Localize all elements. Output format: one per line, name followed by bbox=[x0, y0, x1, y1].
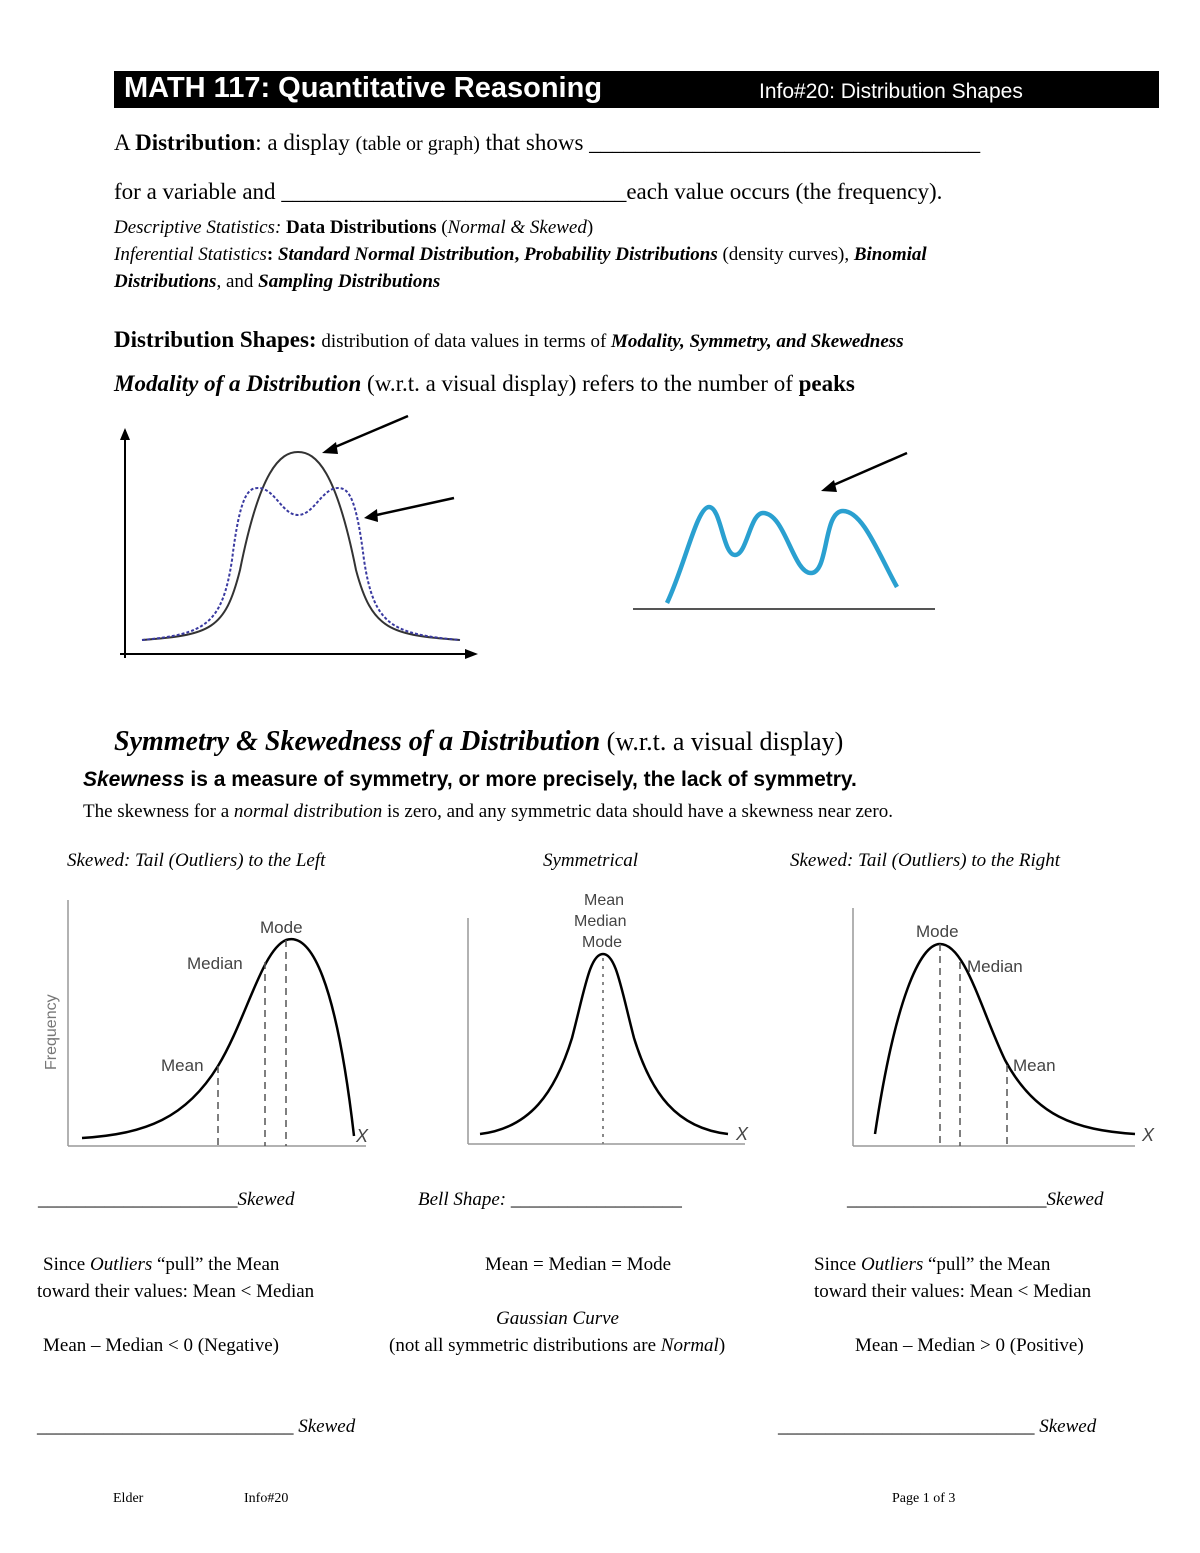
footer-page: Page 1 of 3 bbox=[892, 1491, 956, 1506]
mean-label: Mean bbox=[584, 892, 625, 909]
bell-shape-blank: Bell Shape: __________________ bbox=[418, 1189, 682, 1210]
mean-label: Mean bbox=[1013, 1056, 1056, 1075]
arrow-head-2-icon bbox=[364, 509, 378, 522]
median-label: Median bbox=[967, 957, 1023, 976]
right-skew-title: Skewed: Tail (Outliers) to the Right bbox=[790, 850, 1061, 871]
left-skew-title: Skewed: Tail (Outliers) to the Left bbox=[67, 850, 326, 871]
middle-note-1: Mean = Median = Mode bbox=[485, 1254, 672, 1275]
right-skewed-blank: _____________________Skewed bbox=[847, 1189, 1104, 1210]
left-skewed-blank: _____________________Skewed bbox=[38, 1189, 295, 1210]
footer-info: Info#20 bbox=[244, 1491, 289, 1506]
median-label: Median bbox=[574, 913, 627, 930]
mode-label: Mode bbox=[260, 918, 303, 937]
arrow-line-1 bbox=[328, 416, 408, 450]
frequency-label: Frequency bbox=[43, 994, 60, 1070]
page-title: MATH 117: Quantitative Reasoning bbox=[124, 72, 603, 104]
skewness-note: The skewness for a normal distribution is zero, and any symmetric data should have a skewness near zero. bbox=[83, 801, 893, 822]
modality-multimodal-figure bbox=[625, 445, 945, 615]
mode-label: Mode bbox=[582, 934, 623, 951]
header-info: Info#20: Distribution Shapes bbox=[759, 80, 1023, 103]
distribution-shapes-line: Distribution Shapes: distribution of data values in terms of Modality, Symmetry, and Skewedness bbox=[114, 327, 904, 352]
definition-line-2: for a variable and ______________________________each value occurs (the frequency). bbox=[114, 179, 943, 204]
right-note-2: toward their values: Mean < Median bbox=[814, 1281, 1092, 1302]
mode-label: Mode bbox=[916, 922, 959, 941]
right-note-3: Mean – Median > 0 (Positive) bbox=[855, 1335, 1084, 1356]
arrow-line-2 bbox=[372, 498, 454, 516]
left-note-2: toward their values: Mean < Median bbox=[37, 1281, 315, 1302]
arrow-line-3 bbox=[829, 453, 907, 487]
right-skewed-graph bbox=[845, 900, 1175, 1150]
left-note-1: Since Outliers “pull” the Mean bbox=[43, 1254, 280, 1275]
x-label: X bbox=[736, 1124, 749, 1144]
symmetrical-title: Symmetrical bbox=[543, 850, 638, 871]
middle-note-3: (not all symmetric distributions are Normal) bbox=[389, 1335, 726, 1356]
right-note-1: Since Outliers “pull” the Mean bbox=[814, 1254, 1051, 1275]
bimodal-curve bbox=[142, 488, 460, 640]
x-label: X bbox=[1142, 1125, 1155, 1145]
mean-label: Mean bbox=[161, 1056, 204, 1075]
symmetrical-graph bbox=[460, 888, 790, 1150]
modality-line: Modality of a Distribution (w.r.t. a visual display) refers to the number of peaks bbox=[114, 371, 855, 396]
inferential-statistics-cont: Distributions, and Sampling Distributions bbox=[114, 271, 441, 292]
arrow-head-1-icon bbox=[322, 442, 338, 454]
x-axis-arrow-icon bbox=[465, 649, 478, 659]
left-note-3: Mean – Median < 0 (Negative) bbox=[43, 1335, 279, 1356]
symmetry-heading: Symmetry & Skewedness of a Distribution (w.r.t. a visual display) bbox=[114, 726, 844, 757]
multimodal-curve bbox=[667, 507, 897, 603]
x-label: X bbox=[356, 1126, 369, 1146]
y-axis-arrow-icon bbox=[120, 428, 130, 440]
bottom-right-blank: ___________________________ Skewed bbox=[778, 1416, 1097, 1437]
median-label: Median bbox=[187, 954, 243, 973]
skewness-definition: Skewness is a measure of symmetry, or more precisely, the lack of symmetry. bbox=[83, 768, 857, 791]
arrow-head-3-icon bbox=[821, 480, 837, 492]
definition-line-1: A Distribution: a display (table or graph) that shows __________________________________ bbox=[114, 130, 981, 155]
inferential-statistics: Inferential Statistics: Standard Normal Distribution, Probability Distributions (density curves), Binomial bbox=[114, 244, 927, 265]
middle-note-2: Gaussian Curve bbox=[496, 1308, 619, 1329]
header-bar bbox=[114, 71, 1159, 108]
left-skewed-graph bbox=[36, 890, 386, 1152]
footer-author: Elder bbox=[113, 1491, 144, 1506]
bottom-left-blank: ___________________________ Skewed bbox=[37, 1416, 356, 1437]
unimodal-curve bbox=[142, 452, 460, 640]
descriptive-statistics: Descriptive Statistics: Data Distributions (Normal & Skewed) bbox=[114, 217, 594, 238]
bell-curve bbox=[480, 954, 728, 1134]
modality-unimodal-bimodal-figure bbox=[110, 410, 490, 670]
